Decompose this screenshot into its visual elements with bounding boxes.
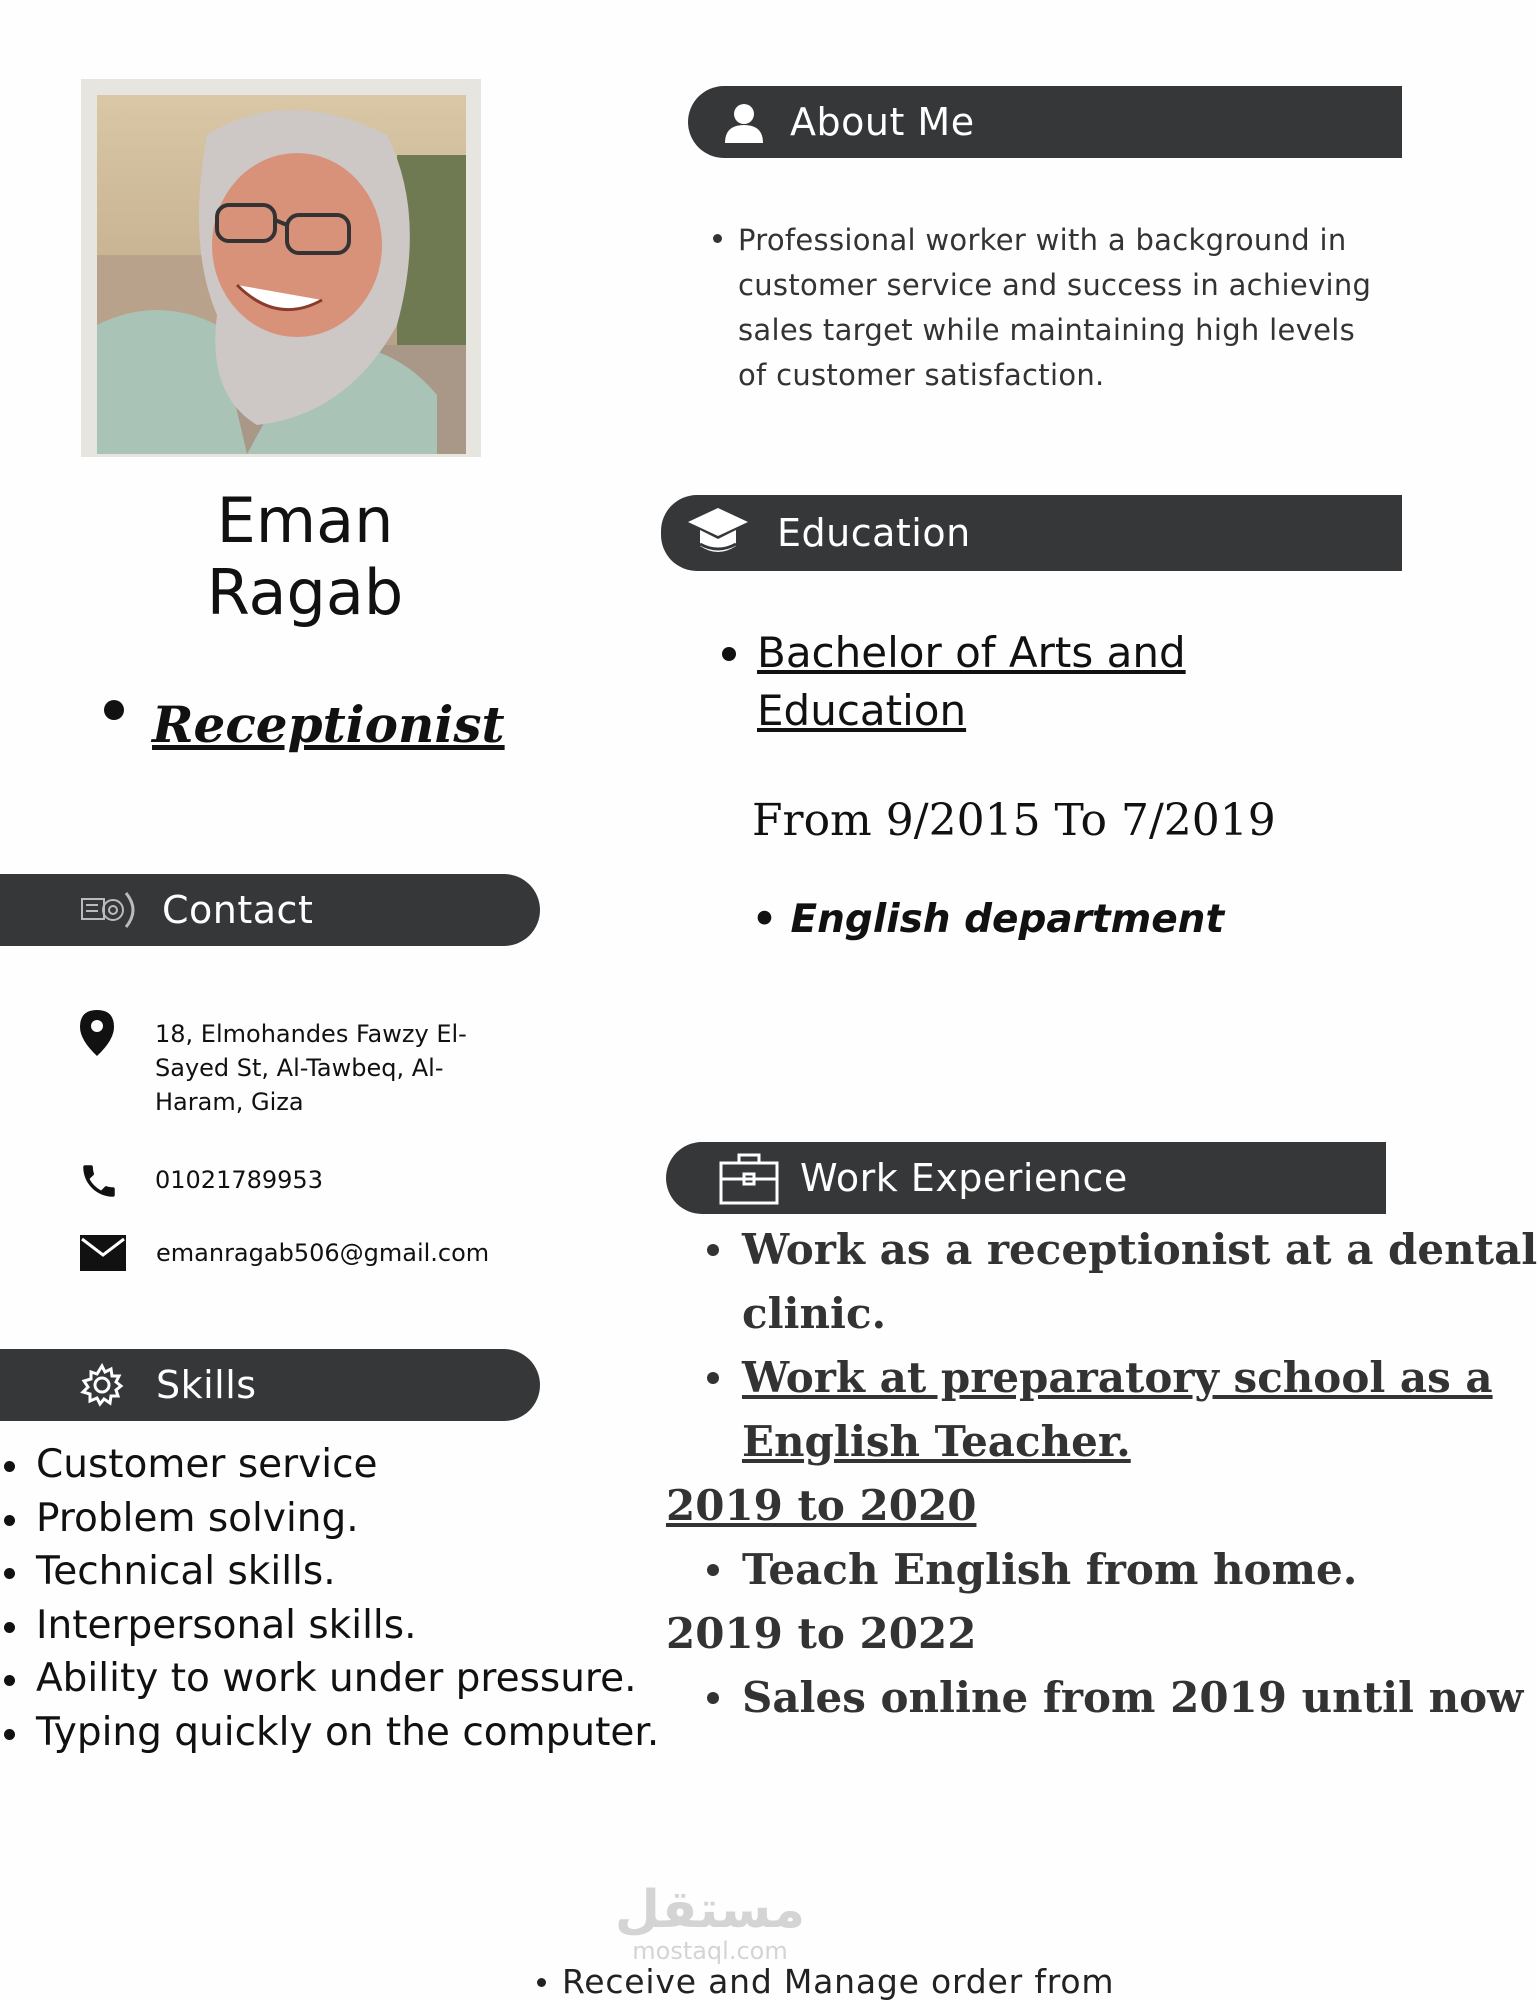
work-header [666, 1142, 1386, 1214]
address [155, 1017, 467, 1119]
work-item-2-line-2: English Teacher. [742, 1417, 1131, 1466]
email-icon [80, 1235, 126, 1276]
graduation-cap-icon [683, 506, 753, 560]
briefcase-icon [718, 1151, 780, 1205]
about-text: Professional worker with a background in customer service and success in achieving sales target while maintaining high levels of customer satisfaction. [738, 223, 1372, 392]
gear-icon [78, 1363, 126, 1407]
skill-item: Ability to work under pressure. [0, 1652, 659, 1706]
work-item-sales: Sales online from 2019 until now [742, 1673, 1524, 1722]
profile-photo [97, 95, 466, 454]
skills-list [0, 1438, 659, 1759]
address-line-1: 18, Elmohandes Fawzy El- [155, 1020, 467, 1048]
phone-number[interactable]: 01021789953 [155, 1166, 323, 1194]
role-bullet [104, 700, 124, 720]
contact-heading: Contact [162, 888, 314, 932]
contact-header [0, 874, 540, 946]
education-heading: Education [777, 511, 971, 555]
email-address[interactable]: emanragab506@gmail.com [156, 1239, 490, 1267]
footer-bullet [537, 1978, 546, 1987]
about-header [688, 86, 1402, 158]
work-item-1-line-2: clinic. [742, 1289, 887, 1338]
education-period: From 9/2015 To 7/2019 [752, 795, 1276, 846]
skill-item: Customer service [0, 1438, 659, 1492]
about-heading: About Me [790, 100, 975, 144]
education-header [661, 495, 1402, 571]
skill-item: Interpersonal skills. [0, 1599, 659, 1653]
last-name: Ragab [206, 556, 404, 629]
work-bullet [707, 1564, 719, 1576]
work-period-1: 2019 to 2020 [666, 1481, 977, 1530]
footer-text: Receive and Manage order from [562, 1962, 1115, 2001]
watermark-arabic: مستقل [614, 1880, 806, 1940]
full-name [140, 485, 470, 629]
skill-item: Technical skills. [0, 1545, 659, 1599]
about-bullet [713, 234, 722, 243]
skills-header [0, 1349, 540, 1421]
watermark [560, 1882, 860, 1964]
skill-item: Problem solving. [0, 1492, 659, 1546]
work-bullet [707, 1692, 719, 1704]
first-name: Eman [216, 484, 394, 557]
work-heading: Work Experience [800, 1156, 1128, 1200]
work-item-receptionist [742, 1218, 1537, 1346]
address-line-3: Haram, Giza [155, 1088, 304, 1116]
degree-line-2: Education [757, 686, 967, 735]
location-icon [80, 1010, 114, 1061]
work-item-teach: Teach English from home. [742, 1545, 1358, 1594]
work-bullet [707, 1372, 719, 1384]
watermark-latin: mostaql.com [632, 1937, 788, 1965]
degree [757, 624, 1277, 740]
work-item-teacher [742, 1346, 1493, 1474]
degree-line-1: Bachelor of Arts and [757, 628, 1186, 677]
degree-bullet [722, 647, 736, 661]
phone-icon [78, 1160, 120, 1207]
skill-item: Typing quickly on the computer. [0, 1706, 659, 1760]
contact-icon [80, 887, 140, 933]
address-line-2: Sayed St, Al-Tawbeq, Al- [155, 1054, 444, 1082]
work-period-2: 2019 to 2022 [666, 1609, 977, 1658]
job-title: Receptionist [152, 695, 505, 754]
user-icon [716, 101, 772, 143]
work-item-1-line-1: Work as a receptionist at a dental [742, 1225, 1537, 1274]
skills-heading: Skills [156, 1363, 257, 1407]
work-bullet [707, 1244, 719, 1256]
work-item-2-line-1: Work at preparatory school as a [742, 1353, 1493, 1402]
department: • English department [752, 897, 1225, 942]
